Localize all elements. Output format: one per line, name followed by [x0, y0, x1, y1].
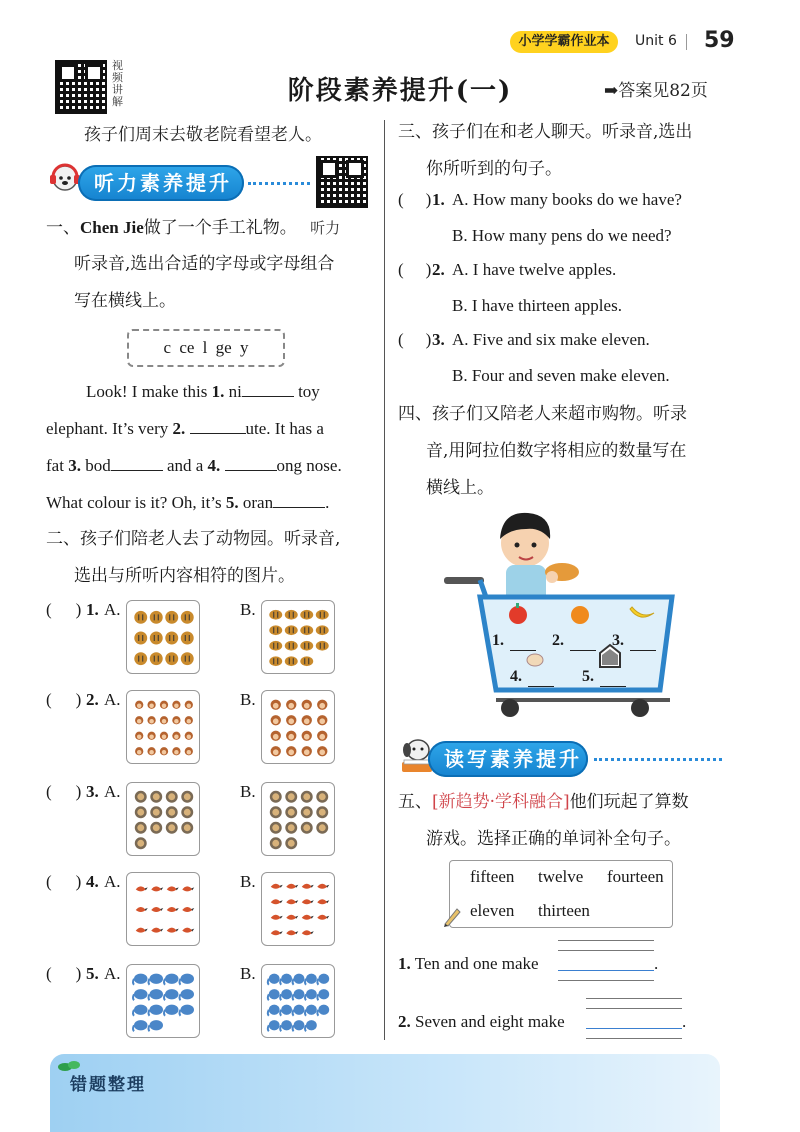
passage-line-1	[86, 373, 376, 410]
cart-answer-blank[interactable]	[600, 686, 626, 687]
passage-text: bod	[80, 456, 111, 475]
option-a-sentence: A. Five and six make eleven.	[452, 330, 650, 349]
footer-bar	[50, 1054, 720, 1132]
sentence-text: Seven and eight make	[410, 1012, 565, 1031]
qr-label: 视频讲解	[112, 59, 123, 108]
writing-line	[586, 1008, 682, 1009]
q1-title-rest: 做了一个手工礼物。	[143, 218, 297, 238]
pencil-icon	[442, 905, 462, 927]
q5-sentence-2	[398, 1012, 565, 1032]
writing-line	[558, 980, 654, 981]
blank-number: 2.	[172, 419, 186, 438]
sentence-text: Ten and one make	[410, 954, 539, 973]
column-divider	[384, 120, 385, 1040]
blank-number: 1.	[211, 382, 225, 401]
answer-paren[interactable]: ( )	[46, 872, 82, 891]
question-number: 5.	[86, 964, 99, 983]
option-b-sentence: B. How many pens do we need?	[452, 226, 672, 245]
cart-label-1: 1.	[492, 632, 504, 649]
option-a-label: A.	[104, 964, 121, 983]
q5-tag: [新趋势·学科融合]	[432, 792, 570, 812]
header-separator	[686, 34, 687, 50]
answer-blank-1[interactable]	[242, 383, 294, 397]
writing-line	[558, 950, 654, 951]
passage-text: .	[325, 493, 330, 512]
option-a-sentence: A. How many books do we have?	[452, 190, 682, 209]
cart-answer-blank[interactable]	[528, 686, 554, 687]
monkey-picture-a[interactable]	[126, 690, 200, 764]
passage-text: elephant. It’s very	[46, 419, 173, 438]
q5-title-rest: 他们玩起了算数	[569, 792, 689, 812]
option-a-label: A.	[104, 782, 121, 801]
option-a-label: A.	[104, 600, 121, 619]
question-number: 2.	[398, 1012, 411, 1031]
q4-title-3: 横线上。	[426, 478, 494, 498]
cart-label-5: 5.	[582, 668, 594, 685]
blank-number: 5.	[225, 493, 239, 512]
cart-answer-blank[interactable]	[510, 650, 536, 651]
shopping-cart-illustration	[440, 505, 690, 720]
answer-paren[interactable]: ( )	[398, 260, 432, 279]
q5-title-1	[398, 784, 738, 821]
writing-line[interactable]	[558, 970, 654, 971]
period: .	[682, 1012, 687, 1031]
page-number: 59	[704, 28, 735, 53]
banner-dots	[594, 758, 722, 761]
question-number: 1.	[432, 190, 445, 209]
answer-blank-2[interactable]	[190, 420, 246, 434]
option-b-label: B.	[240, 782, 256, 801]
question-number: 1.	[398, 954, 411, 973]
tiger-picture-b[interactable]	[261, 600, 335, 674]
word-bank-word: eleven	[470, 901, 515, 920]
q5-prefix: 五、	[398, 792, 432, 812]
option-b-label: B.	[240, 600, 256, 619]
answer-paren[interactable]: ( )	[46, 690, 82, 709]
passage-text: ong nose.	[276, 456, 342, 475]
q3-title-2: 你所听到的句子。	[426, 159, 562, 179]
tiger-picture-a[interactable]	[126, 600, 200, 674]
writing-line	[558, 940, 654, 941]
answer-blank-3[interactable]	[111, 457, 163, 471]
passage-text: ni	[224, 382, 242, 401]
monkey-picture-b[interactable]	[261, 690, 335, 764]
writing-line	[586, 1038, 682, 1039]
writing-line[interactable]	[586, 1028, 682, 1029]
q1-prefix: 一、	[46, 218, 80, 238]
q3-title-1: 三、孩子们在和老人聊天。听录音,选出	[398, 122, 693, 142]
listening-banner: 听力素养提升	[78, 165, 244, 201]
answer-blank-4[interactable]	[225, 457, 277, 471]
q4-title-1: 四、孩子们又陪老人来超市购物。听录	[398, 404, 687, 424]
banner-dots	[248, 182, 310, 185]
passage-line-2	[46, 410, 376, 447]
answer-paren[interactable]: ( )	[398, 330, 432, 349]
cart-label-2: 2.	[552, 632, 564, 649]
q1-title	[46, 209, 376, 247]
passage-text: oran	[238, 493, 274, 512]
question-number: 1.	[86, 600, 99, 619]
letter-options-box: c ce l ge y	[127, 329, 285, 367]
cart-answer-blank[interactable]	[630, 650, 656, 651]
blank-number: 4.	[207, 456, 221, 475]
passage-text: fat	[46, 456, 69, 475]
word-bank-box	[449, 860, 673, 928]
qr-code-icon[interactable]	[316, 156, 368, 208]
option-a-label: A.	[104, 690, 121, 709]
bird-picture-a[interactable]	[126, 872, 200, 946]
passage-line-3	[46, 447, 376, 484]
headphone-dog-icon	[48, 160, 82, 194]
word-bank-word: fifteen	[470, 867, 515, 886]
option-b-sentence: B. Four and seven make eleven.	[452, 366, 670, 385]
passage-text: toy	[293, 382, 320, 401]
option-a-sentence: A. I have twelve apples.	[452, 260, 617, 279]
answer-paren[interactable]: ( )	[398, 190, 432, 209]
passage-text: ute. It has a	[245, 419, 324, 438]
lion-picture-a[interactable]	[126, 782, 200, 856]
bird-picture-b[interactable]	[261, 872, 335, 946]
cart-answer-blank[interactable]	[570, 650, 596, 651]
q5-sentence-1	[398, 954, 539, 974]
elephant-picture-b[interactable]	[261, 964, 335, 1038]
question-number: 4.	[86, 872, 99, 891]
reading-writing-banner: 读写素养提升	[428, 741, 588, 777]
writing-line	[586, 998, 682, 999]
passage-text: What colour is it? Oh, it’s	[46, 493, 226, 512]
q2-title-1: 二、孩子们陪老人去了动物园。听录音,	[46, 529, 341, 549]
q1-tag: 听力	[310, 219, 341, 237]
answer-reference: ➡答案见82页	[604, 81, 708, 101]
answer-paren[interactable]: ( )	[46, 782, 82, 801]
q4-title-2: 音,用阿拉伯数字将相应的数量写在	[426, 441, 687, 461]
question-number: 3.	[86, 782, 99, 801]
q5-title-2: 游戏。选择正确的单词补全句子。	[426, 829, 681, 849]
word-bank-word: fourteen	[607, 867, 664, 886]
option-b-label: B.	[240, 690, 256, 709]
option-b-sentence: B. I have thirteen apples.	[452, 296, 622, 315]
question-number: 2.	[86, 690, 99, 709]
q2-title-2: 选出与所听内容相符的图片。	[74, 566, 295, 586]
passage-line-4	[46, 484, 376, 521]
q1-line2: 听录音,选出合适的字母或字母组合	[74, 254, 335, 274]
lion-picture-b[interactable]	[261, 782, 335, 856]
error-review-label: 错题整理	[70, 1075, 146, 1095]
option-a-label: A.	[104, 872, 121, 891]
word-bank-word: twelve	[538, 867, 584, 886]
word-bank-word: thirteen	[538, 901, 590, 920]
page-title: 阶段素养提升(一)	[287, 76, 513, 106]
q1-line3: 写在横线上。	[74, 291, 176, 311]
answer-paren[interactable]: ( )	[46, 964, 82, 983]
elephant-picture-a[interactable]	[126, 964, 200, 1038]
option-b-label: B.	[240, 872, 256, 891]
unit-label: Unit 6	[635, 33, 677, 49]
question-number: 3.	[432, 330, 445, 349]
blank-number: 3.	[68, 456, 81, 475]
option-b-label: B.	[240, 964, 256, 983]
period: .	[654, 954, 659, 973]
passage-text: Look! I make this	[86, 382, 212, 401]
q1-name: Chen Jie	[80, 218, 144, 237]
answer-blank-5[interactable]	[273, 494, 325, 508]
passage-text: and a	[162, 456, 208, 475]
cart-label-3: 3.	[612, 632, 624, 649]
answer-paren[interactable]: ( )	[46, 600, 82, 619]
intro-text: 孩子们周末去敬老院看望老人。	[84, 125, 322, 145]
series-tag: 小学学霸作业本	[510, 31, 618, 53]
question-number: 2.	[432, 260, 445, 279]
cart-label-4: 4.	[510, 668, 522, 685]
